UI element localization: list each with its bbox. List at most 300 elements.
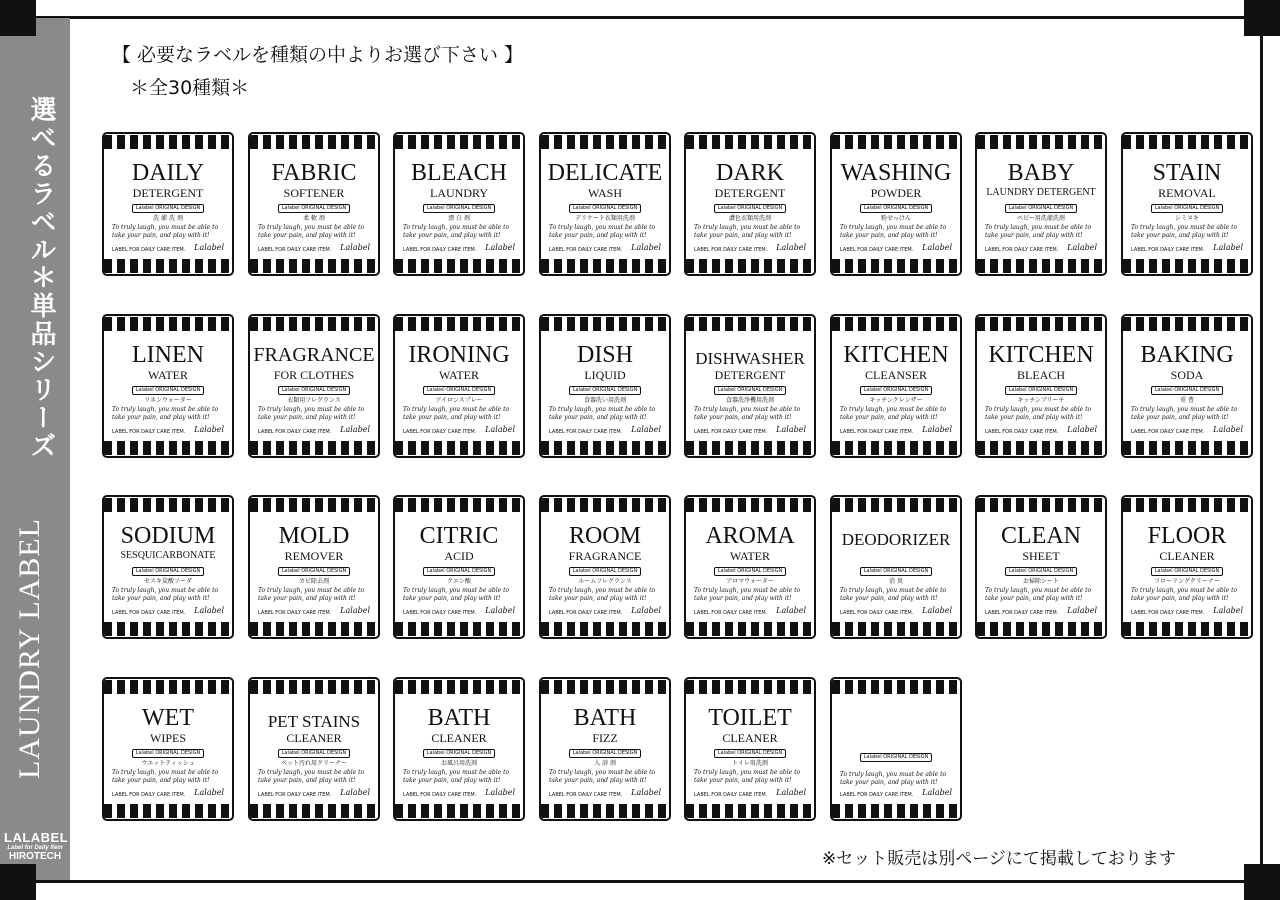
label-sub-text: LAUNDRY DETERGENT [986, 187, 1096, 198]
stripe-top-band [832, 680, 960, 694]
label-footer [840, 606, 952, 617]
label-sub-text: CLEANER [431, 731, 487, 745]
label-card[interactable] [248, 495, 380, 639]
label-main-text: SODIUM [120, 523, 216, 549]
label-japanese-text: シミヌキ [1174, 215, 1199, 222]
stripe-bottom-band [977, 259, 1105, 273]
label-card[interactable] [393, 677, 525, 821]
stripe-top-band [832, 498, 960, 512]
label-main-text: DISHWASHER [695, 349, 805, 368]
stripe-top-band [686, 135, 814, 149]
label-main-text: WET [142, 705, 194, 731]
label-script-quote: To truly laugh, you must be able to take your pain, and play with it! [840, 771, 947, 786]
label-card[interactable] [393, 314, 525, 458]
label-script-quote: To truly laugh, you must be able to take your pain, and play with it! [840, 406, 947, 421]
label-script-quote: To truly laugh, you must be able to take your pain, and play with it! [112, 587, 219, 602]
stripe-bottom-band [1123, 259, 1251, 273]
stripe-bottom-band [541, 441, 669, 455]
label-card[interactable] [393, 495, 525, 639]
stripe-bottom-band [832, 804, 960, 818]
label-main-text: BLEACH [411, 160, 507, 186]
label-main-text: CLEAN [1001, 523, 1081, 549]
label-card[interactable] [1121, 132, 1253, 276]
label-footer [985, 243, 1097, 254]
label-card[interactable] [248, 314, 380, 458]
stripe-bottom-band [541, 622, 669, 636]
logo-maker: HIROTECH [8, 851, 62, 862]
stripe-bottom-band [686, 441, 814, 455]
label-main-text: LINEN [132, 342, 204, 368]
corner-bottom-left [0, 864, 36, 900]
label-card[interactable] [830, 495, 962, 639]
sidebar [0, 18, 70, 880]
label-main-text: BATH [427, 705, 491, 731]
label-footer-text: LABEL FOR DAILY CARE ITEM. [694, 429, 768, 435]
label-sub-text: SESQUICARBONATE [120, 550, 216, 561]
label-footer-text: LABEL FOR DAILY CARE ITEM. [549, 247, 623, 253]
stripe-top-band [541, 498, 669, 512]
stripe-bottom-band [832, 441, 960, 455]
label-card[interactable] [975, 495, 1107, 639]
label-footer [112, 788, 224, 799]
label-brand: Lalabel [194, 788, 224, 797]
stripe-bottom-band [977, 622, 1105, 636]
instruction-heading: 【 必要なラベルを種類の中よりお選び下さい 】 [112, 44, 524, 66]
label-script-quote: To truly laugh, you must be able to take your pain, and play with it! [258, 587, 365, 602]
label-main-text: DISH [576, 342, 633, 368]
label-script-quote: To truly laugh, you must be able to take your pain, and play with it! [112, 406, 219, 421]
stripe-top-band [1123, 498, 1251, 512]
label-script-quote: To truly laugh, you must be able to take your pain, and play with it! [403, 769, 510, 784]
stripe-top-band [104, 498, 232, 512]
label-script-quote: To truly laugh, you must be able to take your pain, and play with it! [694, 224, 801, 239]
label-footer-text: LABEL FOR DAILY CARE ITEM. [694, 610, 768, 616]
label-footer-text: LABEL FOR DAILY CARE ITEM. [403, 247, 477, 253]
label-card[interactable] [539, 495, 671, 639]
frame-right-line [1260, 18, 1263, 880]
label-ribbon: Lalabel ORIGINAL DESIGN [423, 749, 495, 758]
label-brand: Lalabel [631, 243, 661, 252]
label-footer [258, 606, 370, 617]
label-brand: Lalabel [340, 606, 370, 615]
stripe-top-band [832, 135, 960, 149]
stripe-top-band [104, 135, 232, 149]
stripe-top-band [250, 498, 378, 512]
stripe-top-band [541, 135, 669, 149]
label-footer-text: LABEL FOR DAILY CARE ITEM. [403, 610, 477, 616]
label-brand: Lalabel [922, 243, 952, 252]
label-japanese-text: デリケート衣類用洗剤 [575, 215, 635, 222]
label-footer [549, 243, 661, 254]
label-card[interactable] [830, 314, 962, 458]
label-japanese-text: ウエットティッシュ [141, 760, 195, 767]
label-script-quote: To truly laugh, you must be able to take your pain, and play with it! [1131, 224, 1238, 239]
label-ribbon: Lalabel ORIGINAL DESIGN [132, 204, 204, 213]
label-script-quote: To truly laugh, you must be able to take your pain, and play with it! [694, 406, 801, 421]
label-main-text: AROMA [705, 523, 795, 549]
label-brand: Lalabel [631, 606, 661, 615]
label-script-quote: To truly laugh, you must be able to take your pain, and play with it! [694, 769, 801, 784]
stripe-bottom-band [250, 259, 378, 273]
label-footer-text: LABEL FOR DAILY CARE ITEM. [112, 792, 186, 798]
label-footer-text: LABEL FOR DAILY CARE ITEM. [258, 429, 332, 435]
label-footer [840, 788, 952, 799]
label-footer [1131, 243, 1243, 254]
label-sub-text: CLEANSER [864, 368, 927, 382]
label-ribbon: Lalabel ORIGINAL DESIGN [1005, 567, 1077, 576]
label-footer [112, 243, 224, 254]
label-japanese-text: リネンウォーター [144, 397, 192, 404]
label-sub-text: FRAGRANCE [568, 549, 642, 563]
label-footer [549, 788, 661, 799]
label-brand: Lalabel [922, 788, 952, 797]
stripe-bottom-band [686, 259, 814, 273]
label-footer [694, 425, 806, 436]
label-main-text: KITCHEN [988, 342, 1094, 368]
label-footer [403, 243, 515, 254]
label-footer-text: LABEL FOR DAILY CARE ITEM. [840, 792, 914, 798]
label-sub-text: POWDER [870, 186, 922, 200]
label-footer-text: LABEL FOR DAILY CARE ITEM. [985, 429, 1059, 435]
label-footer-text: LABEL FOR DAILY CARE ITEM. [112, 610, 186, 616]
label-card[interactable] [684, 495, 816, 639]
label-footer [258, 243, 370, 254]
label-sub-text: BLEACH [1017, 368, 1065, 382]
stripe-bottom-band [104, 259, 232, 273]
label-script-quote: To truly laugh, you must be able to take your pain, and play with it! [258, 769, 365, 784]
label-ribbon: Lalabel ORIGINAL DESIGN [714, 204, 786, 213]
label-ribbon: Lalabel ORIGINAL DESIGN [1151, 567, 1223, 576]
label-card[interactable] [102, 677, 234, 821]
label-brand: Lalabel [340, 788, 370, 797]
label-footer [1131, 425, 1243, 436]
stripe-bottom-band [832, 622, 960, 636]
label-main-text: DEODORIZER [841, 530, 951, 549]
stripe-top-band [395, 135, 523, 149]
label-card[interactable] [1121, 495, 1253, 639]
label-script-quote: To truly laugh, you must be able to take your pain, and play with it! [1131, 587, 1238, 602]
label-ribbon: Lalabel ORIGINAL DESIGN [132, 386, 204, 395]
stripe-bottom-band [541, 804, 669, 818]
label-sub-text: CLEANER [722, 731, 778, 745]
label-brand: Lalabel [194, 243, 224, 252]
label-main-text: MOLD [278, 523, 350, 549]
label-japanese-text: お風呂用洗剤 [440, 760, 477, 767]
stripe-bottom-band [686, 622, 814, 636]
label-script-quote: To truly laugh, you must be able to take your pain, and play with it! [985, 224, 1092, 239]
label-footer-text: LABEL FOR DAILY CARE ITEM. [840, 429, 914, 435]
label-ribbon: Lalabel ORIGINAL DESIGN [1151, 204, 1223, 213]
label-ribbon: Lalabel ORIGINAL DESIGN [423, 204, 495, 213]
label-card[interactable] [1121, 314, 1253, 458]
label-japanese-text: 入 浴 剤 [594, 760, 616, 767]
label-footer [840, 425, 952, 436]
label-card[interactable] [684, 314, 816, 458]
stripe-bottom-band [395, 804, 523, 818]
label-footer [1131, 606, 1243, 617]
label-script-quote: To truly laugh, you must be able to take your pain, and play with it! [403, 587, 510, 602]
label-script-quote: To truly laugh, you must be able to take your pain, and play with it! [258, 406, 365, 421]
label-script-quote: To truly laugh, you must be able to take your pain, and play with it! [112, 224, 219, 239]
label-script-quote: To truly laugh, you must be able to take your pain, and play with it! [549, 406, 656, 421]
label-sub-text: ACID [444, 549, 474, 563]
label-script-quote: To truly laugh, you must be able to take your pain, and play with it! [112, 769, 219, 784]
label-sub-text: SHEET [1022, 549, 1060, 563]
label-footer-text: LABEL FOR DAILY CARE ITEM. [985, 247, 1059, 253]
label-footer-text: LABEL FOR DAILY CARE ITEM. [1131, 429, 1205, 435]
stripe-bottom-band [395, 441, 523, 455]
label-japanese-text: トイレ用洗剤 [732, 760, 768, 767]
stripe-bottom-band [1123, 622, 1251, 636]
label-ribbon: Lalabel ORIGINAL DESIGN [278, 204, 350, 213]
label-ribbon: Lalabel ORIGINAL DESIGN [860, 567, 932, 576]
label-japanese-text: 重 曹 [1180, 397, 1194, 404]
label-footer-text: LABEL FOR DAILY CARE ITEM. [1131, 247, 1205, 253]
label-footer-text: LABEL FOR DAILY CARE ITEM. [403, 429, 477, 435]
label-footer-text: LABEL FOR DAILY CARE ITEM. [258, 247, 332, 253]
label-brand: Lalabel [1213, 606, 1243, 615]
label-ribbon: Lalabel ORIGINAL DESIGN [423, 386, 495, 395]
label-footer [549, 606, 661, 617]
corner-top-right [1244, 0, 1280, 36]
label-sub-text: FOR CLOTHES [273, 368, 355, 382]
label-ribbon: Lalabel ORIGINAL DESIGN [1151, 386, 1223, 395]
stripe-top-band [541, 680, 669, 694]
stripe-top-band [250, 135, 378, 149]
label-sub-text: SODA [1170, 368, 1204, 382]
label-footer [985, 425, 1097, 436]
label-main-text: STAIN [1152, 160, 1222, 186]
label-script-quote: To truly laugh, you must be able to take your pain, and play with it! [258, 224, 365, 239]
label-ribbon: Lalabel ORIGINAL DESIGN [569, 386, 641, 395]
label-brand: Lalabel [485, 243, 515, 252]
label-brand: Lalabel [631, 788, 661, 797]
sidebar-subtitle: LAUNDRY LABEL [13, 518, 46, 780]
label-footer [112, 425, 224, 436]
label-footer [258, 425, 370, 436]
label-japanese-text: 衣類用フレグランス [287, 397, 341, 404]
label-footer-text: LABEL FOR DAILY CARE ITEM. [1131, 610, 1205, 616]
label-japanese-text: 食器洗い用洗剤 [583, 397, 626, 404]
stripe-top-band [977, 135, 1105, 149]
label-card[interactable] [684, 677, 816, 821]
label-footer [985, 606, 1097, 617]
stripe-top-band [250, 317, 378, 331]
label-footer-text: LABEL FOR DAILY CARE ITEM. [549, 429, 623, 435]
label-footer [403, 425, 515, 436]
label-card[interactable] [102, 132, 234, 276]
stripe-top-band [541, 317, 669, 331]
label-ribbon: Lalabel ORIGINAL DESIGN [714, 749, 786, 758]
label-brand: Lalabel [922, 425, 952, 434]
stripe-bottom-band [1123, 441, 1251, 455]
label-japanese-text: アロマウォーター [726, 578, 774, 585]
stripe-bottom-band [104, 441, 232, 455]
label-main-text: DELICATE [547, 160, 663, 186]
stripe-bottom-band [977, 441, 1105, 455]
label-japanese-text: セスキ炭酸ソーダ [143, 578, 192, 585]
label-script-quote: To truly laugh, you must be able to take your pain, and play with it! [840, 587, 947, 602]
brand-logo [4, 830, 69, 862]
label-brand: Lalabel [776, 606, 806, 615]
label-main-text: DAILY [131, 160, 205, 186]
label-japanese-text: ルームフレグランス [578, 578, 632, 585]
logo-main: LALABEL [4, 830, 69, 845]
label-japanese-text: ペット汚れ用クリーナー [280, 760, 347, 767]
stripe-bottom-band [104, 804, 232, 818]
label-main-text: KITCHEN [843, 342, 949, 368]
stripe-bottom-band [832, 259, 960, 273]
label-footer-text: LABEL FOR DAILY CARE ITEM. [112, 247, 186, 253]
label-brand: Lalabel [1067, 425, 1097, 434]
label-footer-text: LABEL FOR DAILY CARE ITEM. [258, 792, 332, 798]
label-card[interactable] [830, 677, 962, 821]
label-footer-text: LABEL FOR DAILY CARE ITEM. [112, 429, 186, 435]
label-script-quote: To truly laugh, you must be able to take your pain, and play with it! [840, 224, 947, 239]
label-footer-text: LABEL FOR DAILY CARE ITEM. [694, 247, 768, 253]
sidebar-title: 選べるラベル＊単品シリーズ [26, 96, 56, 460]
label-brand: Lalabel [922, 606, 952, 615]
label-card[interactable] [102, 495, 234, 639]
label-brand: Lalabel [194, 425, 224, 434]
label-japanese-text: 漂 白 剤 [448, 215, 470, 222]
label-ribbon: Lalabel ORIGINAL DESIGN [1005, 386, 1077, 395]
stripe-bottom-band [250, 804, 378, 818]
stripe-top-band [977, 317, 1105, 331]
label-brand: Lalabel [631, 425, 661, 434]
label-japanese-text: アイロンスプレー [435, 397, 483, 404]
label-footer [694, 788, 806, 799]
label-main-text: IRONING [408, 342, 510, 368]
label-sub-text: DETERGENT [714, 186, 786, 200]
label-sub-text: CLEANER [286, 731, 342, 745]
stripe-top-band [1123, 317, 1251, 331]
label-japanese-text: キッチンクレンザー [869, 397, 923, 404]
label-card[interactable] [539, 314, 671, 458]
stripe-top-band [1123, 135, 1251, 149]
label-sub-text: FIZZ [592, 731, 618, 745]
stripe-top-band [686, 680, 814, 694]
label-card[interactable] [102, 314, 234, 458]
label-main-text: BAKING [1140, 342, 1234, 368]
label-brand: Lalabel [485, 606, 515, 615]
label-ribbon: Lalabel ORIGINAL DESIGN [569, 204, 641, 213]
label-main-text: BATH [573, 705, 637, 731]
stripe-bottom-band [395, 259, 523, 273]
label-brand: Lalabel [1213, 243, 1243, 252]
label-brand: Lalabel [194, 606, 224, 615]
label-card[interactable] [830, 132, 962, 276]
label-card[interactable] [539, 677, 671, 821]
label-brand: Lalabel [776, 788, 806, 797]
stripe-top-band [395, 317, 523, 331]
stripe-top-band [832, 317, 960, 331]
stripe-top-band [977, 498, 1105, 512]
label-footer-text: LABEL FOR DAILY CARE ITEM. [840, 247, 914, 253]
stripe-top-band [104, 317, 232, 331]
stripe-bottom-band [686, 804, 814, 818]
label-main-text: BABY [1007, 160, 1075, 186]
label-japanese-text: 食器洗浄機用洗剤 [725, 397, 774, 404]
label-ribbon: Lalabel ORIGINAL DESIGN [714, 386, 786, 395]
stripe-top-band [686, 498, 814, 512]
set-sale-note: ※セット販売は別ページにて掲載しております [822, 849, 1176, 869]
label-script-quote: To truly laugh, you must be able to take your pain, and play with it! [403, 224, 510, 239]
label-brand: Lalabel [340, 425, 370, 434]
label-script-quote: To truly laugh, you must be able to take your pain, and play with it! [549, 224, 656, 239]
label-brand: Lalabel [1067, 606, 1097, 615]
stripe-bottom-band [250, 441, 378, 455]
label-sub-text: WATER [439, 368, 479, 382]
label-script-quote: To truly laugh, you must be able to take your pain, and play with it! [694, 587, 801, 602]
label-script-quote: To truly laugh, you must be able to take your pain, and play with it! [549, 587, 656, 602]
label-main-text: FRAGRANCE [253, 344, 375, 366]
corner-top-left [0, 0, 36, 36]
label-ribbon: Lalabel ORIGINAL DESIGN [860, 753, 932, 762]
label-sub-text: LIQUID [584, 368, 626, 382]
label-brand: Lalabel [340, 243, 370, 252]
label-brand: Lalabel [1067, 243, 1097, 252]
label-footer-text: LABEL FOR DAILY CARE ITEM. [985, 610, 1059, 616]
label-card[interactable] [975, 132, 1107, 276]
label-sub-text: WASH [587, 186, 622, 200]
label-main-text: ROOM [568, 523, 641, 549]
label-card[interactable] [539, 132, 671, 276]
label-sub-text: REMOVAL [1158, 186, 1216, 200]
label-ribbon: Lalabel ORIGINAL DESIGN [569, 749, 641, 758]
label-card[interactable] [248, 677, 380, 821]
label-card[interactable] [248, 132, 380, 276]
label-footer [694, 606, 806, 617]
count-heading: ＊全30種類＊ [130, 77, 250, 99]
label-card[interactable] [684, 132, 816, 276]
stripe-top-band [686, 317, 814, 331]
label-japanese-text: 洗 濯 洗 剤 [153, 215, 183, 222]
logo-tag: Label for Daily Item [7, 845, 63, 851]
label-sub-text: DETERGENT [714, 368, 786, 382]
stripe-top-band [395, 498, 523, 512]
label-ribbon: Lalabel ORIGINAL DESIGN [132, 567, 204, 576]
label-sub-text: CLEANER [1159, 549, 1215, 563]
label-script-quote: To truly laugh, you must be able to take your pain, and play with it! [403, 406, 510, 421]
label-script-quote: To truly laugh, you must be able to take your pain, and play with it! [549, 769, 656, 784]
label-footer-text: LABEL FOR DAILY CARE ITEM. [549, 610, 623, 616]
label-script-quote: To truly laugh, you must be able to take your pain, and play with it! [1131, 406, 1238, 421]
label-japanese-text: ベビー用洗濯洗剤 [1017, 215, 1065, 222]
label-script-quote: To truly laugh, you must be able to take your pain, and play with it! [985, 587, 1092, 602]
label-footer-text: LABEL FOR DAILY CARE ITEM. [694, 792, 768, 798]
label-sub-text: LAUNDRY [429, 186, 488, 200]
label-japanese-text: お掃除シート [1022, 578, 1059, 585]
label-main-text: FABRIC [271, 160, 357, 186]
label-ribbon: Lalabel ORIGINAL DESIGN [278, 567, 350, 576]
label-brand: Lalabel [776, 243, 806, 252]
label-brand: Lalabel [776, 425, 806, 434]
label-main-text: TOILET [708, 705, 792, 731]
stripe-bottom-band [250, 622, 378, 636]
label-card[interactable] [393, 132, 525, 276]
label-footer-text: LABEL FOR DAILY CARE ITEM. [840, 610, 914, 616]
label-card[interactable] [975, 314, 1107, 458]
label-japanese-text: クエン酸 [447, 578, 471, 585]
label-footer-text: LABEL FOR DAILY CARE ITEM. [403, 792, 477, 798]
label-brand: Lalabel [485, 788, 515, 797]
label-japanese-text: 消 臭 [889, 578, 903, 585]
label-sub-text: WIPES [150, 731, 186, 745]
label-footer [403, 788, 515, 799]
stripe-bottom-band [541, 259, 669, 273]
label-sub-text: REMOVER [284, 549, 344, 563]
